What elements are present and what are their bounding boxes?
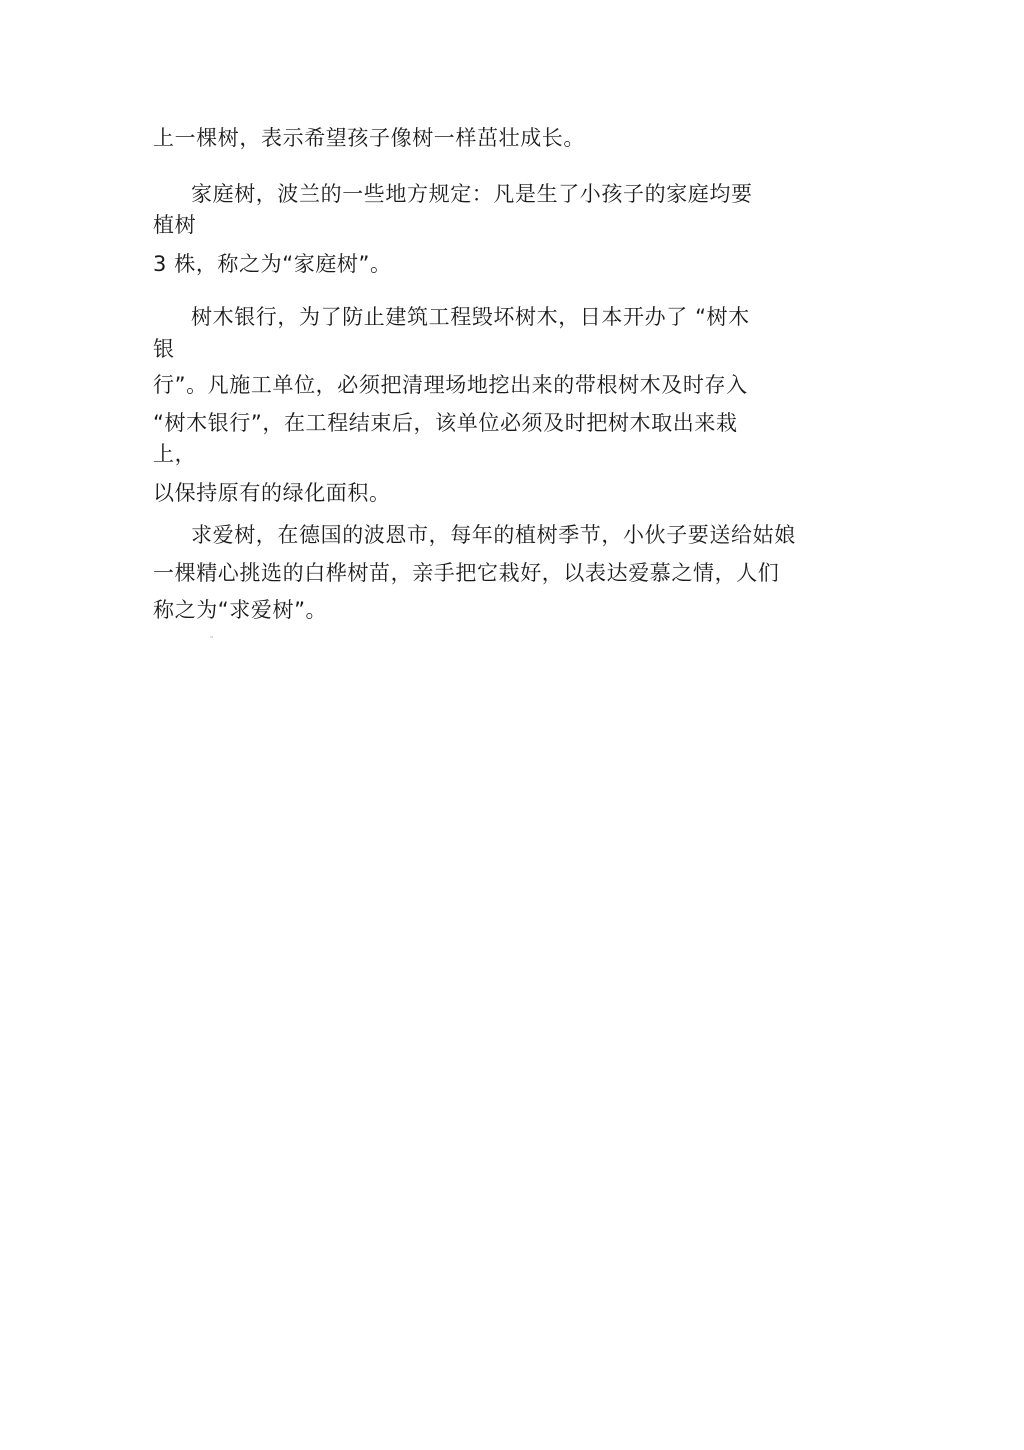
text-line: 以保持原有的绿化面积。 [153, 481, 391, 505]
text-line: 植树 [153, 213, 197, 237]
text-line: 上， [153, 442, 197, 466]
paragraph-tree-bank-line-1: 树木银行，为了防止建筑工程毁坏树木，日本开办了 “树木 [191, 305, 750, 329]
text-line: 称之为“求爱树”。 [153, 598, 328, 622]
paragraph-family-tree-line-1: 家庭树，波兰的一些地方规定：凡是生了小孩子的家庭均要 [191, 182, 753, 206]
text-line: 银 [153, 337, 175, 361]
scan-speck [210, 636, 213, 638]
paragraph-courtship-tree-line-1: 求爱树，在德国的波恩市，每年的植树季节，小伙子要送给姑娘 [191, 523, 796, 547]
text-line: 3 株，称之为“家庭树”。 [153, 252, 392, 276]
text-line: 上一棵树，表示希望孩子像树一样茁壮成长。 [153, 126, 585, 150]
text-line: 行”。凡施工单位，必须把清理场地挖出来的带根树木及时存入 [153, 373, 748, 397]
text-line: “树木银行”，在工程结束后，该单位必须及时把树木取出来栽 [153, 411, 738, 435]
text-line: 一棵精心挑选的白桦树苗，亲手把它栽好，以表达爱慕之情，人们 [153, 561, 780, 585]
